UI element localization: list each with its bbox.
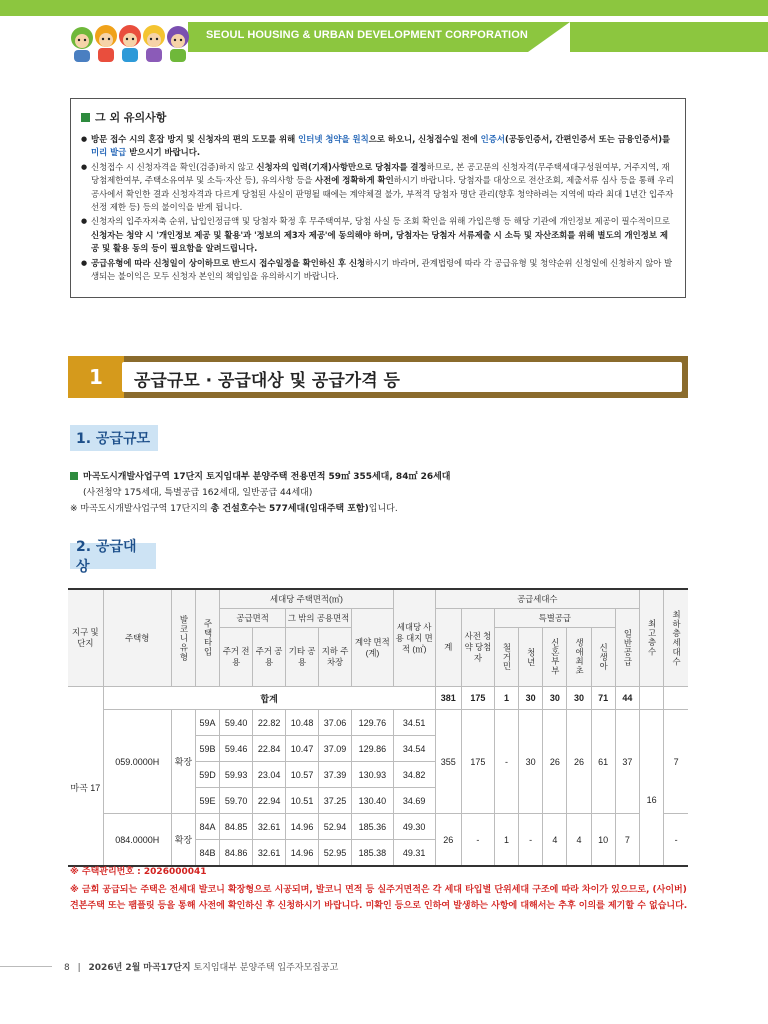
square-bullet-icon	[81, 113, 90, 122]
th-newborn: 신생아	[591, 628, 615, 687]
notice-item: ● 신청자의 입주자저축 순위, 납입인정금액 및 당첨자 확정 후 무주택여부, 당첨 사실 등 조회 확인을 위해 가입은행 등 해당 기관에 개인정보 제공이 필수적이므로 신청자는 청약 시 '개인정보 제공 및 활용'과 '정보의 제3자 제공'에 동의해야 하며, 당첨자는 당첨자 서류제출 시 소득 및 자산조회를 위해 별도의 개인정보 제공 및 활용 동의 등이 필요함을 알려드립니다.	[81, 215, 675, 255]
notice-title: 그 외 유의사항	[81, 109, 675, 125]
th-supply-units: 공급세대수	[435, 589, 639, 609]
supply-target-table	[68, 588, 688, 867]
page-number: 8	[64, 963, 70, 973]
th-newlywed: 신혼부부	[543, 628, 567, 687]
th-balcony: 발코니유형	[171, 589, 195, 687]
th-special: 특별공급	[494, 609, 615, 628]
table-summary-row: 합계 381 175 1 30 30 30 71 44	[68, 687, 688, 710]
footer-line	[0, 966, 52, 967]
supply-target-heading: 2. 공급대상	[70, 543, 156, 569]
th-district: 지구 및 단지	[68, 589, 103, 687]
th-total: 계	[435, 609, 461, 687]
section-number: 1	[68, 356, 124, 398]
notice-list	[81, 133, 675, 283]
mascot-characters-icon	[68, 18, 200, 66]
th-pre-sub: 사전 청약 당첨자	[461, 609, 494, 687]
balcony-note: ※ 금회 공급되는 주택은 전세대 발코니 확장형으로 시공되며, 발코니 면적 등 실주거면적은 각 세대 타입별 단위세대 구조에 따라 차이가 있으므로, (사이버)견본주택 또는 팸플릿 등을 통해 사전에 확인하신 후 신청하시기 바랍니다. 미확인 등으로 인하여 발생하는 사항에 대해서는 추후 이의를 제기할 수 없습니다.	[70, 885, 688, 911]
supply-scale-heading: 1. 공급규모	[70, 425, 158, 451]
th-area-group: 세대당 주택면적(㎡)	[220, 589, 394, 609]
th-parking: 지하 주차장	[319, 628, 352, 687]
supply-scale-text: 마곡도시개발사업구역 17단지 토지임대부 분양주택 전용면적 59㎡ 355세대, 84㎡ 26세대 (사전청약 175세대, 특별공급 162세대, 일반공급 44세대) ※ 마곡도시개발사업구역 17단지의 총 건설호수는 577세대(임대주택 포함)입니다.	[70, 472, 451, 514]
th-res-common: 주거 공용	[253, 628, 286, 687]
th-contract-area: 계약 면적 (계)	[352, 609, 394, 687]
notice-item: ● 신청접수 시 신청자격을 확인(검증)하지 않고 신청자의 입력(기재)사항만으로 당첨자를 결정하므로, 본 공고문의 신청자격(무주택세대구성원여부, 거주지역, 재당첨제한여부, 주택소유여부 및 소득·자산 등), 유의사항 등을 사전에 정확하게 확인하시기 바랍니다. 당첨자를 대상으로 전산조회, 제출서류 심사 등을 통해 우리공사에서 확인한 결과 신청자격과 다르게 당첨된 사실이 판명될 때에는 계약체결 불가, 부적격 당첨자 명단 관리(향후 청약하려는 지역에 따라 최대 1년간 입주자 선정 제한 등) 등의 불이익을 받게 됩니다.	[81, 161, 675, 215]
th-supply-area: 공급면적	[220, 609, 286, 628]
th-res-exclusive: 주거 전용	[220, 628, 253, 687]
th-other: 기타 공용	[286, 628, 319, 687]
org-title: SEOUL HOUSING & URBAN DEVELOPMENT CORPORATION	[206, 29, 528, 41]
th-min-floor: 최하층세대수	[664, 589, 688, 687]
table-row: 59D 59.93 23.04 10.57 37.39 130.93 34.82	[68, 762, 688, 788]
district-cell: 마곡 17	[68, 710, 103, 867]
th-unit-type: 주택타입	[195, 589, 219, 687]
th-other-common: 그 밖의 공용면적	[286, 609, 352, 628]
th-first-time: 생애최초	[567, 628, 591, 687]
table-row: 84B 84.86 32.61 14.96 52.95 185.38 49.31	[68, 840, 688, 867]
th-housing-type: 주택형	[103, 589, 171, 687]
square-bullet-icon	[70, 472, 78, 480]
table-row: 마곡 17 059.0000H 확장 59A 59.40 22.82 10.48 37.06 129.76 34.51 355 175 - 30 26 26 61 37 16 7	[68, 710, 688, 736]
th-youth: 청년	[519, 628, 543, 687]
notice-item: ● 방문 접수 시의 혼잡 방지 및 신청자의 편의 도모를 위해 인터넷 청약을 원칙으로 하오니, 신청접수일 전에 인증서(공동인증서, 간편인증서 또는 금융인증서)를 미리 발급 받으시기 바랍니다.	[81, 133, 675, 160]
page-footer: 8 | 2026년 2월 마곡17단지 토지임대부 분양주택 입주자모집공고	[64, 963, 339, 973]
table-row: 59B 59.46 22.84 10.47 37.09 129.86 34.54	[68, 736, 688, 762]
notice-item: ● 공급유형에 따라 신청일이 상이하므로 반드시 접수일정을 확인하신 후 신청하시기 바라며, 관계법령에 따라 각 공급유형 및 청약순위 신청일에 신청하지 않아 발생되는 불이익은 모두 신청자 본인의 책임임을 유의하시기 바랍니다.	[81, 257, 675, 284]
table-row: 084.0000H 확장 84A 84.85 32.61 14.96 52.94 185.36 49.30 26 - 1 - 4 4 10 7 -	[68, 814, 688, 840]
notice-box	[70, 98, 686, 298]
th-relocation: 철거민	[494, 628, 518, 687]
th-general: 일반공급	[615, 609, 639, 687]
section-title: 공급규모 · 공급대상 및 공급가격 등	[134, 371, 400, 391]
header-top-band	[0, 0, 768, 16]
th-top-floor: 최고층수	[640, 589, 664, 687]
top-floor-cell: 16	[640, 710, 664, 867]
housing-id-note: ※ 주택관리번호 : 2026000041	[70, 867, 207, 877]
th-land-area: 세대당 사용 대지 면적 (㎡)	[393, 589, 435, 687]
table-row: 59E 59.70 22.94 10.51 37.25 130.40 34.69	[68, 788, 688, 814]
